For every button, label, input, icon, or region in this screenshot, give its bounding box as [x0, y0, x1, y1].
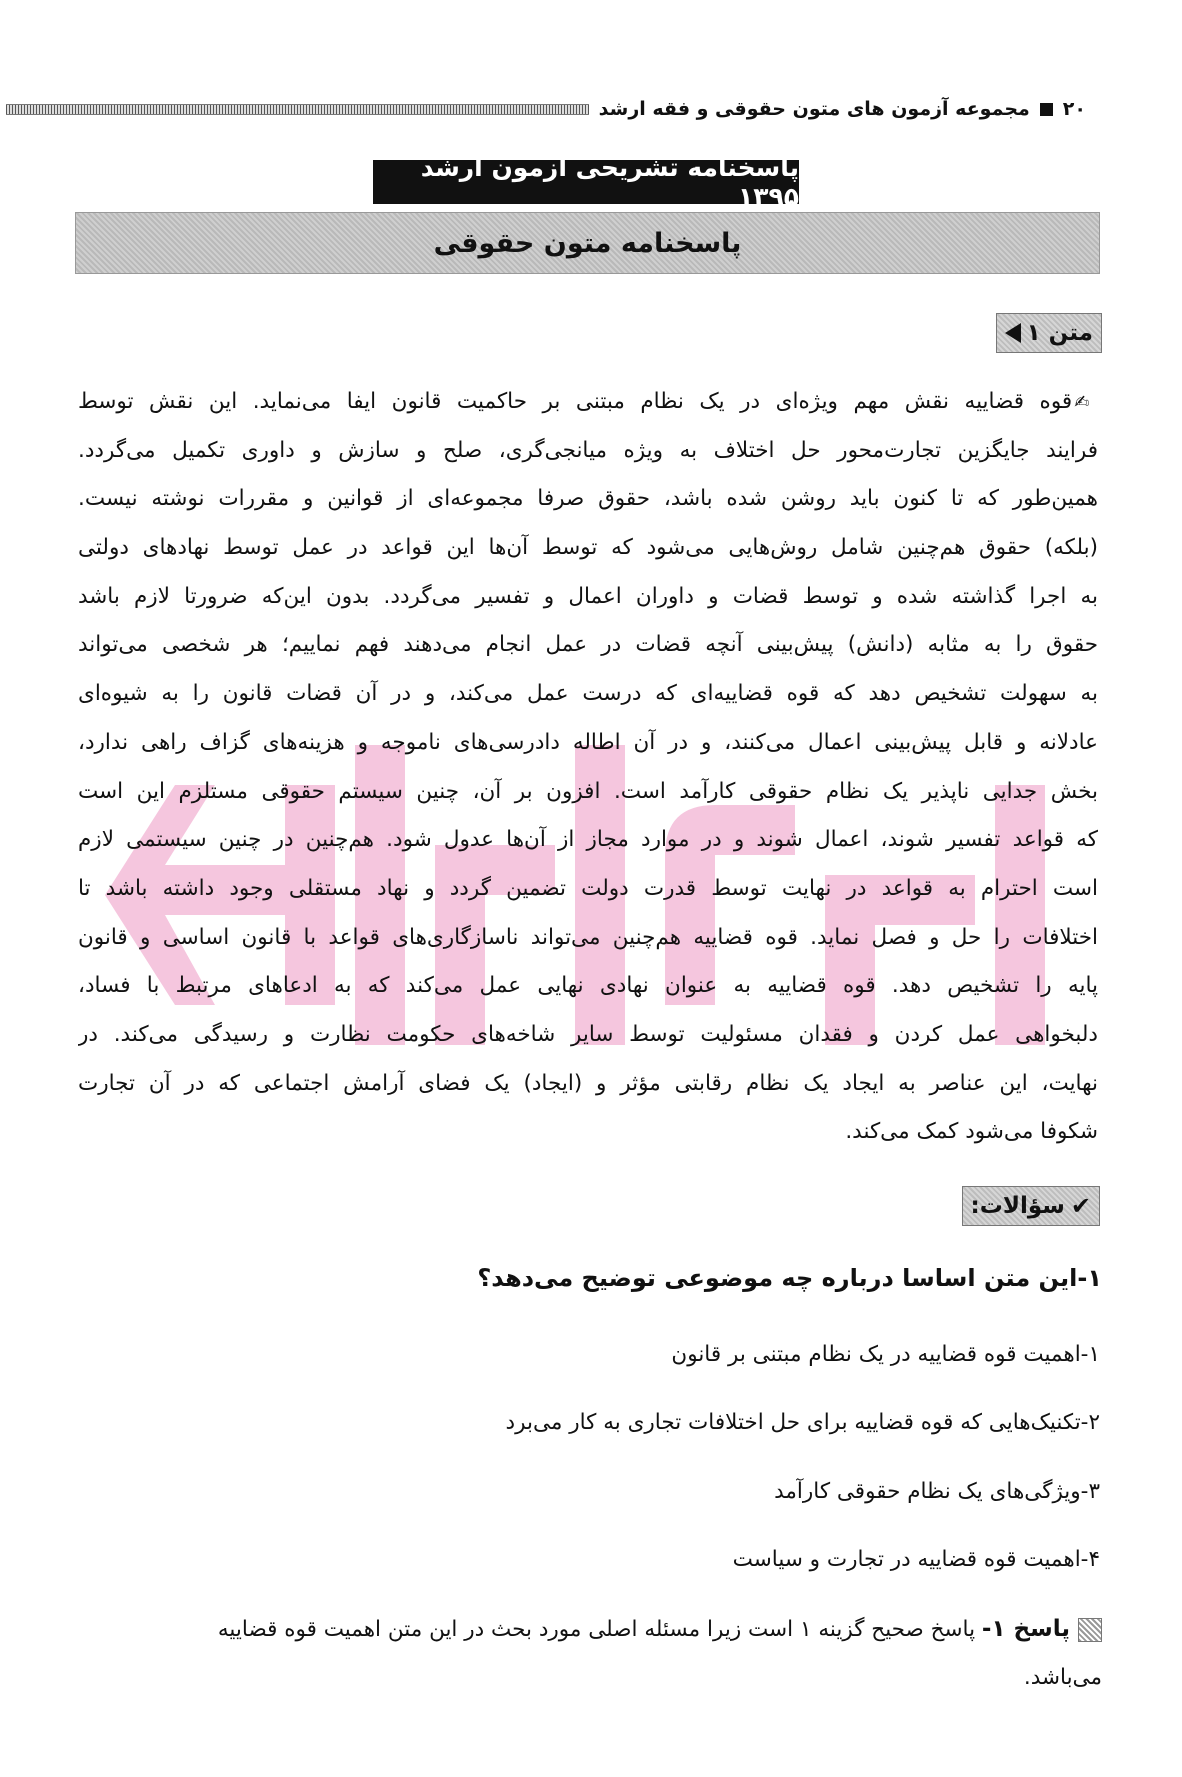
- exam-title-banner: [373, 153, 799, 211]
- passage-line: همین‌طور که تا کنون باید روشن شده باشد، حقوق صرفا مجموعه‌ای از قوانین و مقررات نوشته نیست.: [78, 486, 1098, 512]
- book-title: مجموعه آزمون های متون حقوقی و فقه ارشد: [598, 98, 1030, 120]
- passage-line: (بلکه) حقوق هم‌چنین شامل روش‌هایی می‌شود که توسط آن‌ها این قواعد در عمل توسط نهادهای دولتی: [78, 535, 1098, 561]
- square-bullet-icon: [1040, 103, 1053, 116]
- answer-text-line-2: می‌باشد.: [1023, 1665, 1102, 1690]
- answer-text-line-1: پاسخ صحیح گزینه ۱ است زیرا مسئله اصلی مورد بحث در این متن اهمیت قوه قضاییه: [217, 1617, 976, 1642]
- question-1-option-2: ۲-تکنیک‌هایی که قوه قضاییه برای حل اختلافات تجاری به کار می‌برد: [505, 1410, 1100, 1435]
- passage-label-box: [996, 313, 1102, 353]
- section-title-banner: [75, 212, 1100, 274]
- passage-body: [78, 378, 1098, 1157]
- questions-label-box: [962, 1186, 1100, 1226]
- header-rule: [6, 104, 589, 115]
- passage-line-text: قوه قضاییه نقش مهم ویژه‌ای در یک نظام مبتنی بر حاکمیت قانون ایفا می‌نماید. این نقش توسط: [78, 389, 1073, 414]
- question-1-option-4: ۴-اهمیت قوه قضاییه در تجارت و سیاست: [732, 1547, 1100, 1572]
- passage-line: که قواعد تفسیر شوند، اعمال شوند و در موارد مجاز از آن‌ها عدول شود. هم‌چنین در چنین سیستمی لازم: [78, 827, 1098, 853]
- passage-line: دلبخواهی عمل کردن و فقدان مسئولیت توسط سایر شاخه‌های حکومت نظارت و رسیدگی می‌کند. در: [78, 1021, 1098, 1047]
- passage-line: فرایند جایگزین تجارت‌محور حل اختلاف به ویژه میانجی‌گری، صلح و سازش و داوری تکمیل می‌گردد.: [78, 437, 1098, 463]
- answer-label: پاسخ ۱-: [981, 1616, 1070, 1642]
- passage-line: نهایت، این عناصر به ایجاد یک نظام رقابتی مؤثر و (ایجاد) یک فضای آرامش اجتماعی که در آن تجارت: [78, 1070, 1098, 1096]
- answer-block: [78, 1605, 1102, 1702]
- passage-line: [78, 378, 1098, 427]
- passage-line: است احترام به قواعد در نهایت توسط قدرت دولت تضمین گردد و نهاد مستقلی وجود داشته باشد تا: [78, 875, 1098, 901]
- answer-marker-icon: [1078, 1618, 1102, 1642]
- passage-line: شکوفا می‌شود کمک می‌کند.: [845, 1119, 1098, 1145]
- running-header: [0, 92, 1086, 126]
- question-1: ۱-این متن اساسا درباره چه موضوعی توضیح می‌دهد؟: [477, 1264, 1102, 1292]
- questions-label: سؤالات:: [970, 1193, 1065, 1219]
- question-1-option-1: ۱-اهمیت قوه قضاییه در یک نظام مبتنی بر قانون: [671, 1342, 1100, 1367]
- page-number: ۲۰: [1062, 98, 1086, 120]
- passage-label: متن ۱: [1026, 320, 1093, 346]
- passage-line: اختلافات را حل و فصل نماید. قوه قضاییه هم‌چنین می‌تواند ناسازگاری‌های قواعد با قانون اساسی و قانون: [78, 924, 1098, 950]
- passage-line: پایه را تشخیص دهد. قوه قضاییه به عنوان نهادی نهایی عمل می‌کند که به ادعاهای مرتبط با فساد،: [78, 973, 1098, 999]
- arrow-left-icon: [1005, 323, 1021, 343]
- question-1-option-3: ۳-ویژگی‌های یک نظام حقوقی کارآمد: [774, 1479, 1100, 1504]
- section-title: پاسخنامه متون حقوقی: [433, 227, 742, 259]
- pencil-icon: ✍: [1074, 392, 1098, 413]
- exam-title: پاسخنامه تشریحی آزمون ارشد ۱۳۹۵: [420, 153, 799, 211]
- passage-line: به سهولت تشخیص دهد که قوه قضاییه‌ای که درست عمل می‌کند، و در آن قضات قانون را به شیوه‌ای: [78, 681, 1098, 707]
- passage-line: بخش جدایی ناپذیر یک نظام حقوقی کارآمد است. افزون بر آن، چنین سیستم حقوقی مستلزم این است: [78, 778, 1098, 804]
- passage-line: عادلانه و قابل پیش‌بینی اعمال می‌کنند، و در آن اطاله دادرسی‌های ناموجه و هزینه‌های گزاف راهی ندارد،: [78, 729, 1098, 755]
- passage-line: به اجرا گذاشته شده و توسط قضات و داوران اعمال و تفسیر می‌گردد. بدون این‌که ضرورتا لازم باشد: [78, 583, 1098, 609]
- check-mark-icon: ✔: [1070, 1192, 1091, 1220]
- passage-line: حقوق را به مثابه (دانش) پیش‌بینی آنچه قضات در عمل انجام می‌دهند فهم نماییم؛ هر شخصی می‌تواند: [78, 632, 1098, 658]
